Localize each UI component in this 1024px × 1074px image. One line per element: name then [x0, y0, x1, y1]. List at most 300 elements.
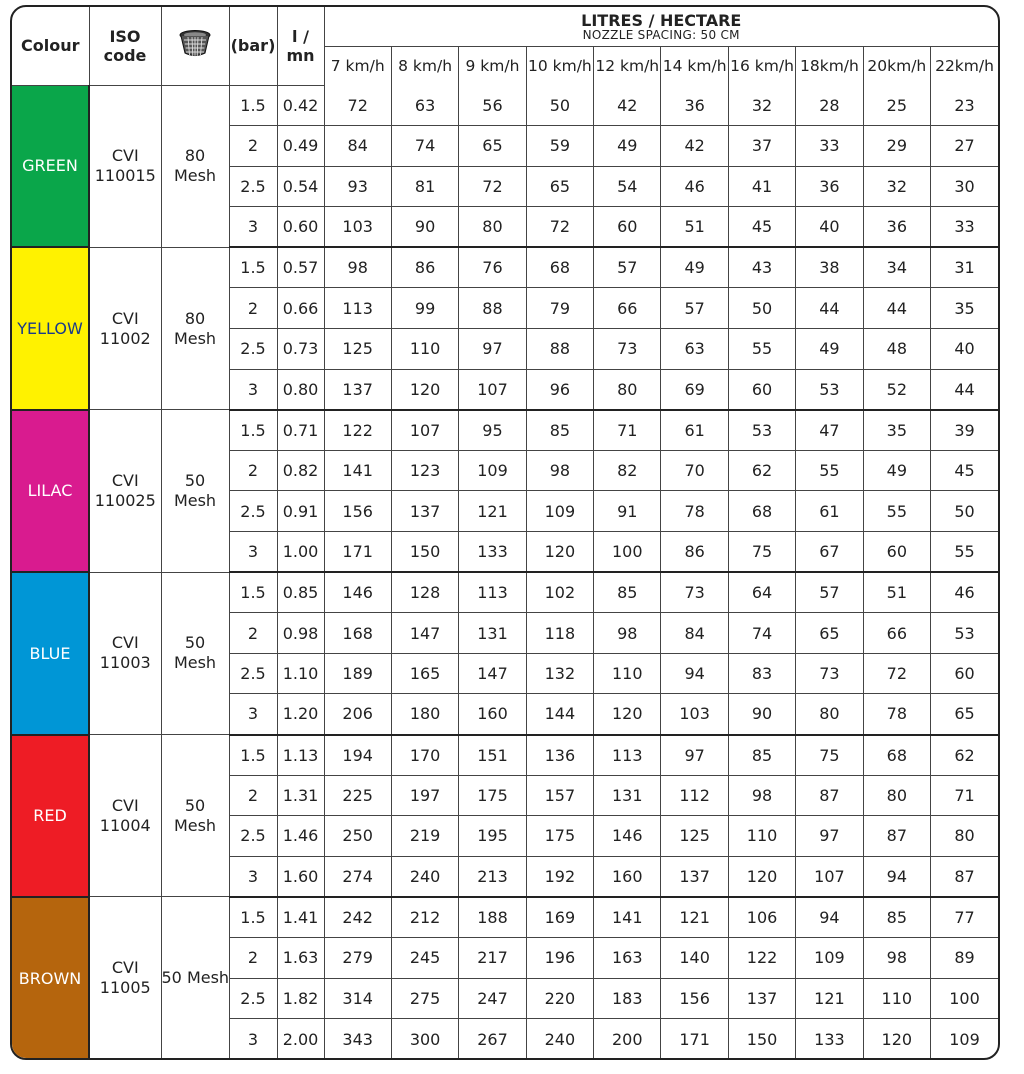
rate-cell: 27 — [931, 126, 998, 167]
rate-cell: 183 — [594, 978, 661, 1019]
rate-cell: 150 — [391, 532, 458, 573]
rate-cell: 217 — [459, 937, 526, 978]
flow-cell: 0.98 — [277, 613, 324, 654]
rate-cell: 100 — [594, 532, 661, 573]
rate-cell: 113 — [459, 572, 526, 613]
nozzle-filter-icon — [176, 29, 214, 63]
rate-cell: 314 — [324, 978, 391, 1019]
rate-cell: 137 — [661, 856, 728, 897]
rate-cell: 50 — [728, 288, 795, 329]
rate-cell: 120 — [863, 1019, 930, 1060]
rate-cell: 80 — [863, 775, 930, 816]
iso-code-text: CVI — [111, 795, 139, 815]
rate-cell: 81 — [391, 166, 458, 207]
rate-cell: 137 — [728, 978, 795, 1019]
pressure-cell: 2 — [229, 937, 277, 978]
rate-cell: 87 — [796, 775, 863, 816]
iso-code-text: CVI — [111, 958, 139, 978]
table-title: LITRES / HECTARE — [581, 10, 742, 30]
rate-cell: 47 — [796, 410, 863, 451]
mesh-text: Mesh — [173, 490, 217, 510]
rate-cell: 55 — [796, 450, 863, 491]
rate-cell: 274 — [324, 856, 391, 897]
rate-cell: 194 — [324, 735, 391, 776]
rate-cell: 46 — [931, 572, 998, 613]
rate-cell: 68 — [863, 735, 930, 776]
rate-cell: 98 — [526, 450, 593, 491]
rate-cell: 23 — [931, 85, 998, 126]
rate-cell: 98 — [863, 937, 930, 978]
mesh-text: 80 — [184, 308, 206, 328]
rate-cell: 128 — [391, 572, 458, 613]
rate-cell: 240 — [391, 856, 458, 897]
pressure-cell: 1.5 — [229, 735, 277, 776]
rate-cell: 132 — [526, 653, 593, 694]
rate-cell: 90 — [391, 207, 458, 248]
rate-cell: 212 — [391, 897, 458, 938]
rate-cell: 98 — [324, 247, 391, 288]
rate-cell: 146 — [324, 572, 391, 613]
rate-cell: 35 — [931, 288, 998, 329]
rate-cell: 85 — [863, 897, 930, 938]
rate-cell: 60 — [728, 369, 795, 410]
colour-swatch: GREEN — [12, 85, 89, 247]
rate-cell: 150 — [728, 1019, 795, 1060]
speed-header: 12 km/h — [594, 46, 661, 85]
rate-cell: 141 — [324, 450, 391, 491]
speed-header: 7 km/h — [324, 46, 391, 85]
rate-cell: 98 — [594, 613, 661, 654]
pressure-cell: 2 — [229, 775, 277, 816]
flow-cell: 0.42 — [277, 85, 324, 126]
rate-cell: 80 — [931, 816, 998, 857]
rate-cell: 50 — [931, 491, 998, 532]
iso-code-header — [89, 7, 161, 85]
rate-cell: 68 — [526, 247, 593, 288]
rate-cell: 40 — [931, 329, 998, 370]
rate-cell: 50 — [526, 85, 593, 126]
rate-cell: 98 — [728, 775, 795, 816]
flow-cell: 0.49 — [277, 126, 324, 167]
rate-cell: 88 — [526, 329, 593, 370]
table-row — [12, 897, 998, 938]
colour-swatch: BROWN — [12, 897, 89, 1059]
iso-code-text: CVI — [111, 470, 139, 490]
rate-cell: 169 — [526, 897, 593, 938]
rate-cell: 106 — [728, 897, 795, 938]
flow-cell: 0.54 — [277, 166, 324, 207]
iso-code-text: 110015 — [94, 166, 156, 186]
rate-cell: 54 — [594, 166, 661, 207]
rate-cell: 72 — [526, 207, 593, 248]
rate-cell: 85 — [594, 572, 661, 613]
rate-cell: 90 — [728, 694, 795, 735]
mesh-text: 50 — [184, 470, 206, 490]
pressure-cell: 2.5 — [229, 329, 277, 370]
rate-cell: 279 — [324, 937, 391, 978]
rate-cell: 60 — [863, 532, 930, 573]
rate-cell: 300 — [391, 1019, 458, 1060]
flow-cell: 0.73 — [277, 329, 324, 370]
rate-cell: 86 — [661, 532, 728, 573]
rate-cell: 175 — [526, 816, 593, 857]
rate-cell: 91 — [594, 491, 661, 532]
rate-cell: 103 — [661, 694, 728, 735]
nozzle-application-table — [12, 7, 998, 1060]
mesh-text: Mesh — [173, 166, 217, 186]
flow-cell: 1.20 — [277, 694, 324, 735]
rate-cell: 34 — [863, 247, 930, 288]
pressure-cell: 1.5 — [229, 410, 277, 451]
rate-cell: 180 — [391, 694, 458, 735]
rate-cell: 87 — [931, 856, 998, 897]
pressure-cell: 3 — [229, 207, 277, 248]
rate-cell: 51 — [661, 207, 728, 248]
rate-cell: 137 — [391, 491, 458, 532]
pressure-cell: 1.5 — [229, 247, 277, 288]
mesh-text: 50 — [184, 633, 206, 653]
iso-code-text: 11004 — [99, 815, 151, 835]
rate-cell: 103 — [324, 207, 391, 248]
rate-cell: 213 — [459, 856, 526, 897]
rate-cell: 64 — [728, 572, 795, 613]
rate-cell: 41 — [728, 166, 795, 207]
pressure-cell: 2 — [229, 288, 277, 329]
speed-header: 9 km/h — [459, 46, 526, 85]
rate-cell: 110 — [391, 329, 458, 370]
rate-cell: 73 — [594, 329, 661, 370]
rate-cell: 85 — [728, 735, 795, 776]
rate-cell: 69 — [661, 369, 728, 410]
rate-cell: 343 — [324, 1019, 391, 1060]
rate-cell: 195 — [459, 816, 526, 857]
flow-cell: 1.60 — [277, 856, 324, 897]
flow-cell: 0.66 — [277, 288, 324, 329]
rate-cell: 32 — [863, 166, 930, 207]
flow-header: l / mn — [277, 7, 324, 85]
mesh-cell — [161, 85, 229, 247]
flow-cell: 0.82 — [277, 450, 324, 491]
mesh-cell — [161, 572, 229, 734]
rate-cell: 120 — [391, 369, 458, 410]
rate-cell: 87 — [863, 816, 930, 857]
iso-code-text: CVI — [111, 633, 139, 653]
rate-cell: 80 — [796, 694, 863, 735]
rate-cell: 72 — [459, 166, 526, 207]
rate-cell: 170 — [391, 735, 458, 776]
rate-cell: 112 — [661, 775, 728, 816]
rate-cell: 220 — [526, 978, 593, 1019]
rate-cell: 79 — [526, 288, 593, 329]
flow-cell: 1.31 — [277, 775, 324, 816]
speed-header: 14 km/h — [661, 46, 728, 85]
table-row — [12, 85, 998, 126]
rate-cell: 80 — [459, 207, 526, 248]
rate-cell: 72 — [324, 85, 391, 126]
rate-cell: 133 — [796, 1019, 863, 1060]
rate-cell: 121 — [796, 978, 863, 1019]
pressure-cell: 3 — [229, 532, 277, 573]
rate-cell: 66 — [863, 613, 930, 654]
iso-code-cell — [89, 247, 161, 409]
rate-cell: 85 — [526, 410, 593, 451]
rate-cell: 131 — [594, 775, 661, 816]
iso-code-text: CVI — [111, 308, 139, 328]
rate-cell: 57 — [594, 247, 661, 288]
rate-cell: 46 — [661, 166, 728, 207]
rate-cell: 189 — [324, 653, 391, 694]
rate-cell: 89 — [931, 937, 998, 978]
iso-code-text: 110025 — [94, 490, 156, 510]
rate-cell: 102 — [526, 572, 593, 613]
rate-cell: 84 — [324, 126, 391, 167]
pressure-cell: 3 — [229, 856, 277, 897]
rate-cell: 44 — [863, 288, 930, 329]
pressure-cell: 2.5 — [229, 816, 277, 857]
rate-cell: 82 — [594, 450, 661, 491]
rate-cell: 131 — [459, 613, 526, 654]
rate-cell: 100 — [931, 978, 998, 1019]
rate-cell: 196 — [526, 937, 593, 978]
rate-cell: 118 — [526, 613, 593, 654]
rate-cell: 49 — [661, 247, 728, 288]
rate-cell: 146 — [594, 816, 661, 857]
rate-cell: 113 — [594, 735, 661, 776]
rate-cell: 99 — [391, 288, 458, 329]
rate-cell: 63 — [661, 329, 728, 370]
rate-cell: 65 — [931, 694, 998, 735]
filter-header — [161, 7, 229, 85]
rate-cell: 32 — [728, 85, 795, 126]
rate-cell: 36 — [796, 166, 863, 207]
table-body — [12, 85, 998, 1059]
rate-cell: 42 — [661, 126, 728, 167]
table-row — [12, 572, 998, 613]
rate-cell: 29 — [863, 126, 930, 167]
rate-cell: 95 — [459, 410, 526, 451]
mesh-text: Mesh — [173, 328, 217, 348]
flow-cell: 1.63 — [277, 937, 324, 978]
table-subtitle: NOZZLE SPACING: 50 CM — [582, 28, 740, 43]
flow-cell: 1.82 — [277, 978, 324, 1019]
rate-cell: 109 — [526, 491, 593, 532]
rate-cell: 165 — [391, 653, 458, 694]
rate-cell: 60 — [931, 653, 998, 694]
rate-cell: 72 — [863, 653, 930, 694]
rate-cell: 30 — [931, 166, 998, 207]
flow-cell: 1.46 — [277, 816, 324, 857]
nozzle-chart-frame — [10, 5, 1000, 1060]
colour-header: Colour — [12, 7, 89, 85]
mesh-cell — [161, 410, 229, 572]
rate-cell: 74 — [728, 613, 795, 654]
litres-hectare-title — [324, 7, 998, 46]
rate-cell: 175 — [459, 775, 526, 816]
rate-cell: 97 — [459, 329, 526, 370]
rate-cell: 171 — [661, 1019, 728, 1060]
rate-cell: 122 — [728, 937, 795, 978]
rate-cell: 109 — [796, 937, 863, 978]
flow-cell: 1.13 — [277, 735, 324, 776]
rate-cell: 168 — [324, 613, 391, 654]
rate-cell: 141 — [594, 897, 661, 938]
rate-cell: 144 — [526, 694, 593, 735]
rate-cell: 96 — [526, 369, 593, 410]
rate-cell: 151 — [459, 735, 526, 776]
rate-cell: 156 — [661, 978, 728, 1019]
pressure-header: (bar) — [229, 7, 277, 85]
rate-cell: 242 — [324, 897, 391, 938]
flow-cell: 2.00 — [277, 1019, 324, 1060]
rate-cell: 123 — [391, 450, 458, 491]
iso-code-text: 11002 — [99, 328, 151, 348]
speed-header: 20km/h — [863, 46, 930, 85]
iso-code-label: ISO code — [103, 26, 147, 65]
rate-cell: 86 — [391, 247, 458, 288]
table-row — [12, 735, 998, 776]
flow-cell: 0.71 — [277, 410, 324, 451]
rate-cell: 25 — [863, 85, 930, 126]
rate-cell: 107 — [391, 410, 458, 451]
speed-header: 8 km/h — [391, 46, 458, 85]
colour-swatch: YELLOW — [12, 247, 89, 409]
iso-code-text: CVI — [111, 146, 139, 166]
pressure-cell: 2 — [229, 450, 277, 491]
mesh-cell — [161, 897, 229, 1059]
rate-cell: 73 — [661, 572, 728, 613]
mesh-text: Mesh — [173, 653, 217, 673]
iso-code-cell — [89, 897, 161, 1059]
rate-cell: 267 — [459, 1019, 526, 1060]
iso-code-cell — [89, 85, 161, 247]
rate-cell: 68 — [728, 491, 795, 532]
rate-cell: 94 — [796, 897, 863, 938]
rate-cell: 65 — [459, 126, 526, 167]
speed-header: 16 km/h — [728, 46, 795, 85]
rate-cell: 33 — [931, 207, 998, 248]
table-row — [12, 247, 998, 288]
iso-code-cell — [89, 735, 161, 897]
rate-cell: 67 — [796, 532, 863, 573]
mesh-text: 50 — [184, 795, 206, 815]
rate-cell: 78 — [863, 694, 930, 735]
rate-cell: 48 — [863, 329, 930, 370]
rate-cell: 137 — [324, 369, 391, 410]
rate-cell: 36 — [863, 207, 930, 248]
rate-cell: 36 — [661, 85, 728, 126]
rate-cell: 206 — [324, 694, 391, 735]
rate-cell: 75 — [728, 532, 795, 573]
rate-cell: 219 — [391, 816, 458, 857]
pressure-cell: 3 — [229, 694, 277, 735]
pressure-cell: 2.5 — [229, 653, 277, 694]
rate-cell: 83 — [728, 653, 795, 694]
rate-cell: 147 — [391, 613, 458, 654]
rate-cell: 250 — [324, 816, 391, 857]
rate-cell: 44 — [796, 288, 863, 329]
rate-cell: 113 — [324, 288, 391, 329]
rate-cell: 56 — [459, 85, 526, 126]
rate-cell: 55 — [863, 491, 930, 532]
rate-cell: 75 — [796, 735, 863, 776]
rate-cell: 171 — [324, 532, 391, 573]
rate-cell: 61 — [796, 491, 863, 532]
pressure-cell: 3 — [229, 1019, 277, 1060]
table-row — [12, 410, 998, 451]
rate-cell: 71 — [931, 775, 998, 816]
rate-cell: 97 — [661, 735, 728, 776]
rate-cell: 133 — [459, 532, 526, 573]
rate-cell: 140 — [661, 937, 728, 978]
colour-swatch: RED — [12, 735, 89, 897]
rate-cell: 93 — [324, 166, 391, 207]
flow-cell: 0.57 — [277, 247, 324, 288]
rate-cell: 28 — [796, 85, 863, 126]
pressure-cell: 2.5 — [229, 166, 277, 207]
rate-cell: 53 — [728, 410, 795, 451]
rate-cell: 107 — [459, 369, 526, 410]
pressure-cell: 2 — [229, 613, 277, 654]
pressure-cell: 1.5 — [229, 897, 277, 938]
rate-cell: 37 — [728, 126, 795, 167]
speed-header: 18km/h — [796, 46, 863, 85]
rate-cell: 74 — [391, 126, 458, 167]
rate-cell: 110 — [728, 816, 795, 857]
rate-cell: 53 — [931, 613, 998, 654]
rate-cell: 120 — [728, 856, 795, 897]
rate-cell: 84 — [661, 613, 728, 654]
rate-cell: 88 — [459, 288, 526, 329]
rate-cell: 62 — [728, 450, 795, 491]
rate-cell: 49 — [863, 450, 930, 491]
iso-code-cell — [89, 410, 161, 572]
speed-header: 10 km/h — [526, 46, 593, 85]
rate-cell: 94 — [661, 653, 728, 694]
flow-cell: 0.80 — [277, 369, 324, 410]
rate-cell: 97 — [796, 816, 863, 857]
rate-cell: 125 — [324, 329, 391, 370]
speed-header: 22km/h — [931, 46, 998, 85]
pressure-cell: 2.5 — [229, 978, 277, 1019]
rate-cell: 65 — [526, 166, 593, 207]
rate-cell: 38 — [796, 247, 863, 288]
rate-cell: 45 — [728, 207, 795, 248]
iso-code-text: 11005 — [99, 978, 151, 998]
rate-cell: 35 — [863, 410, 930, 451]
flow-cell: 1.10 — [277, 653, 324, 694]
rate-cell: 73 — [796, 653, 863, 694]
rate-cell: 71 — [594, 410, 661, 451]
rate-cell: 57 — [796, 572, 863, 613]
rate-cell: 110 — [594, 653, 661, 694]
rate-cell: 78 — [661, 491, 728, 532]
rate-cell: 52 — [863, 369, 930, 410]
rate-cell: 225 — [324, 775, 391, 816]
mesh-text: 50 Mesh — [161, 968, 230, 988]
pressure-cell: 1.5 — [229, 572, 277, 613]
rate-cell: 45 — [931, 450, 998, 491]
mesh-text: 80 — [184, 146, 206, 166]
rate-cell: 44 — [931, 369, 998, 410]
rate-cell: 120 — [594, 694, 661, 735]
flow-cell: 1.41 — [277, 897, 324, 938]
rate-cell: 110 — [863, 978, 930, 1019]
rate-cell: 51 — [863, 572, 930, 613]
rate-cell: 53 — [796, 369, 863, 410]
pressure-cell: 2.5 — [229, 491, 277, 532]
rate-cell: 40 — [796, 207, 863, 248]
rate-cell: 121 — [459, 491, 526, 532]
